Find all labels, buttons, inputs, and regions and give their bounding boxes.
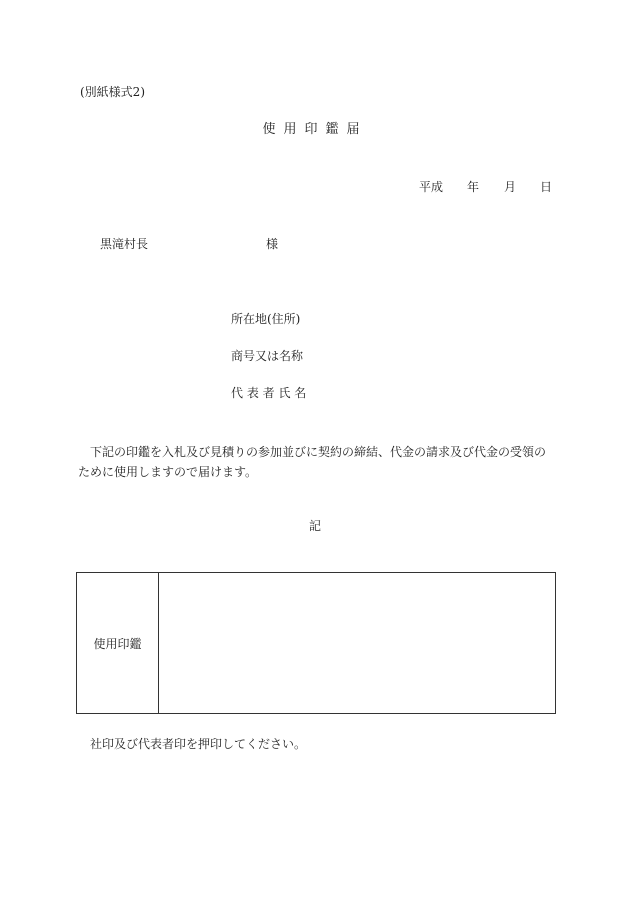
date-year: 年 [467, 180, 480, 194]
address-label: 所在地(住所) [231, 312, 301, 326]
addressee-honorific: 様 [266, 237, 279, 251]
seal-impression-area[interactable] [159, 573, 555, 713]
company-name-label: 商号又は名称 [231, 349, 304, 363]
date-month: 月 [504, 180, 517, 194]
representative-name-label: 代 表 者 氏 名 [231, 386, 307, 400]
document-title: 使用印鑑届 [262, 122, 368, 137]
seal-table [76, 572, 556, 714]
date-day: 日 [540, 180, 553, 194]
form-number: (別紙様式2) [80, 85, 145, 99]
footnote: 社印及び代表者印を押印してください。 [90, 737, 307, 751]
seal-table-label: 使用印鑑 [77, 573, 159, 713]
declaration-text: 下記の印鑑を入札及び見積りの参加並びに契約の締結、代金の請求及び代金の受領のために使用しますので届けます。 [78, 445, 547, 479]
date-era: 平成 [419, 180, 444, 194]
ki-heading: 記 [308, 519, 321, 533]
addressee-name: 黒滝村長 [100, 237, 149, 251]
